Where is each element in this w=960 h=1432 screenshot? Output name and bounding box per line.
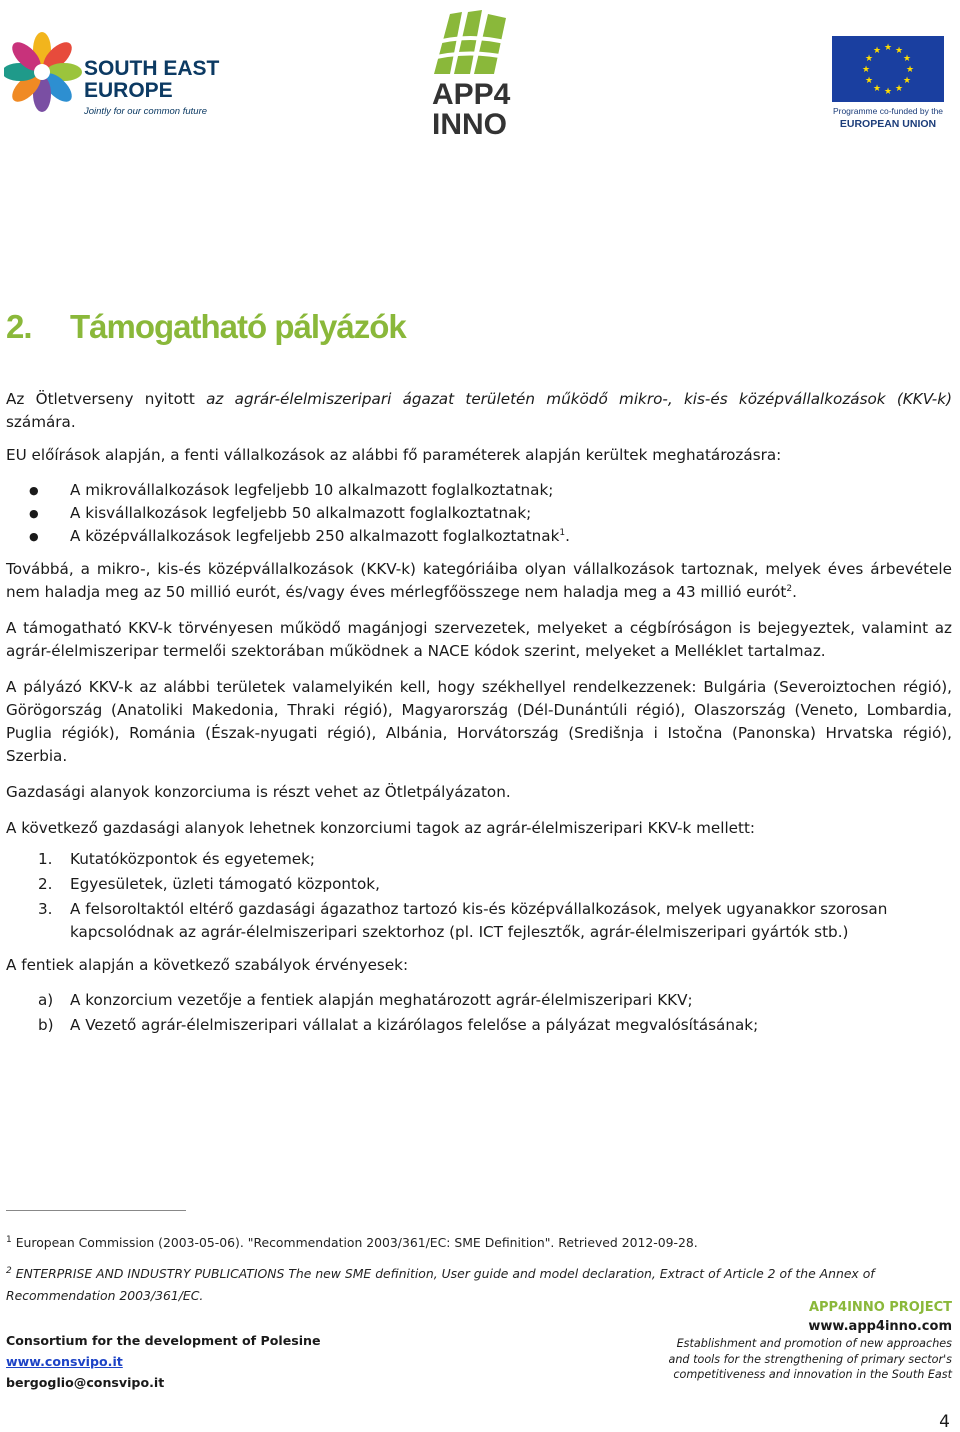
paragraph-rules: A fentiek alapján a következő szabályok érvényesek: <box>6 956 409 974</box>
paragraph-eu-rules: EU előírások alapján, a fenti vállalkozások az alábbi fő paraméterek alapján kerültek meghatározásra: <box>6 446 782 464</box>
svg-text:★: ★ <box>883 87 893 97</box>
footnote-text: European Commission (2003-05-06). "Recommendation 2003/361/EC: SME Definition". Retrieved 2012-09-28. <box>15 1235 698 1250</box>
svg-text:★: ★ <box>902 76 912 86</box>
section-heading <box>6 308 406 346</box>
svg-text:★: ★ <box>864 76 874 86</box>
thresholds-text: Továbbá, a mikro-, kis-és középvállalkozások (KKV-k) kategóriáiba olyan vállalkozások tartoznak, melyek éves árbevétele nem haladja meg az 50 millió eurót, és/vagy éves mérlegfőösszege nem haladja meg a 43 millió eurót <box>6 560 952 601</box>
list-item-text: A konzorcium vezetője a fentiek alapján meghatározott agrár-élelmiszeripari KKV; <box>70 991 693 1009</box>
flower-icon <box>4 26 84 122</box>
list-item-text: A középvállalkozások legfeljebb 250 alkalmazott foglalkoztatnak <box>70 527 560 545</box>
eu-logo <box>832 36 944 136</box>
logo-text-line2: EUROPE <box>84 79 173 102</box>
list-item-text: A mikrovállalkozások legfeljebb 10 alkalmazott foglalkoztatnak; <box>70 481 554 499</box>
svg-text:★: ★ <box>894 84 904 94</box>
list-item <box>6 898 952 944</box>
list-item-text: A felsoroltaktól eltérő gazdasági ágazathoz tartozó kis-és középvállalkozások, melyek ugyanakkor szorosan kapcsolódnak az agrár-élelmiszeripari szektorhoz (pl. ICT fejlesztők, agrár-élelmiszeripari gyártók stb.) <box>70 900 888 941</box>
eu-caption-line1: Programme co-funded by the <box>832 106 944 116</box>
paragraph-thresholds <box>6 558 952 604</box>
svg-text:★: ★ <box>864 54 874 64</box>
list-marker: 2. <box>38 875 53 893</box>
page-number: 4 <box>939 1412 950 1432</box>
footnote <box>6 1232 952 1254</box>
consortium-contact <box>6 1330 321 1393</box>
consortium-email[interactable]: bergoglio@consvipo.it <box>6 1375 165 1390</box>
list-item-text: Kutatóközpontok és egyetemek; <box>70 850 316 868</box>
list-item <box>6 848 952 871</box>
section-number: 2. <box>6 308 32 345</box>
app4inno-logo <box>420 4 520 144</box>
footnote-divider <box>6 1210 186 1211</box>
paragraph-intro <box>6 388 952 434</box>
document-body <box>6 388 952 1039</box>
logo-app-line1: APP4 <box>432 78 511 111</box>
list-item <box>6 502 952 525</box>
thresholds-punct: . <box>792 583 797 601</box>
project-desc-line3: competitiveness and innovation in the South East <box>673 1368 952 1381</box>
footnote-number: 1 <box>6 1234 12 1245</box>
project-desc-line1: Establishment and promotion of new approaches <box>676 1337 952 1350</box>
eu-caption-line2: EUROPEAN UNION <box>839 118 937 130</box>
footnotes <box>6 1232 952 1307</box>
list-item <box>6 1014 952 1037</box>
list-item-punct: . <box>565 527 570 545</box>
list-marker: b) <box>38 1016 54 1034</box>
footnote-number: 2 <box>6 1265 12 1276</box>
svg-text:★: ★ <box>883 43 893 53</box>
section-title: Támogatható pályázók <box>70 308 406 345</box>
logo-tagline: Jointly for our common future <box>84 106 208 117</box>
south-east-europe-logo <box>4 26 234 122</box>
list-item <box>6 479 952 502</box>
list-marker: 1. <box>38 850 53 868</box>
list-item-text: A kisvállalkozások legfeljebb 50 alkalmazott foglalkoztatnak; <box>70 504 532 522</box>
svg-text:★: ★ <box>872 46 882 56</box>
list-marker: a) <box>38 991 54 1009</box>
paragraph-consortium: Gazdasági alanyok konzorciuma is részt vehet az Ötletpályázaton. <box>6 783 511 801</box>
project-url[interactable]: www.app4inno.com <box>808 1319 952 1334</box>
list-item-text: A Vezető agrár-élelmiszeripari vállalat a kizárólagos felelőse a pályázat megvalósításának; <box>70 1016 759 1034</box>
numbered-list <box>6 848 952 944</box>
logo-text-line1: SOUTH EAST <box>84 57 220 80</box>
project-desc-line2: and tools for the strengthening of primary sector's <box>668 1352 952 1366</box>
svg-text:★: ★ <box>902 54 912 64</box>
footnote-ref: 2 <box>786 583 793 594</box>
list-item <box>6 989 952 1012</box>
field-icon <box>420 4 520 82</box>
project-info <box>668 1298 952 1383</box>
intro-text: Az Ötletverseny nyitott <box>6 390 207 408</box>
bullet-list <box>6 479 952 548</box>
footnote-text: ENTERPRISE AND INDUSTRY PUBLICATIONS The new SME definition, User guide and model declaration, Extract of Article 2 of the Annex of Recommendation 2003/361/EC. <box>6 1266 875 1303</box>
paragraph-eligible: A támogatható KKV-k törvényesen működő magánjogi szervezetek, melyeket a cégbíróságon is bejegyeztek, valamint az agrár-élelmiszeripar termelői szektorában működnek a NACE kódok szerint, melyeket a Melléklet tartalmaz. <box>6 619 952 660</box>
list-item-text: Egyesületek, üzleti támogató központok, <box>70 875 380 893</box>
svg-text:★: ★ <box>861 65 871 75</box>
consortium-website-link[interactable]: www.consvipo.it <box>6 1354 123 1369</box>
lettered-list <box>6 989 952 1037</box>
project-title: APP4INNO PROJECT <box>808 1300 952 1315</box>
svg-text:★: ★ <box>872 84 882 94</box>
paragraph-members: A következő gazdasági alanyok lehetnek konzorciumi tagok az agrár-élelmiszeripari KKV-k mellett: <box>6 819 756 837</box>
consortium-name: Consortium for the development of Polesine <box>6 1333 321 1348</box>
eu-flag-icon <box>832 36 944 102</box>
list-marker: 3. <box>38 900 53 918</box>
logo-app-line2: INNO <box>432 108 507 141</box>
intro-italic: az agrár-élelmiszeripari ágazat területén működő mikro-, kis-és középvállalkozások (KKV-k) <box>206 390 952 408</box>
list-item <box>6 873 952 896</box>
paragraph-regions: A pályázó KKV-k az alábbi területek valamelyikén kell, hogy székhellyel rendelkezzenek: Bulgária (Severoiztochen régió), Görögország (Anatoliki Makedonia, Thraki régió), Magyarország (Dél-Dunántúli régió), Olaszország (Veneto, Lombardia, Puglia régiók), Románia (Észak-nyugati régió), Albánia, Horvátország (Središnja i Istočna (Panonska) Hrvatska régió), Szerbia. <box>6 678 952 765</box>
footnote-ref: 1 <box>559 527 566 538</box>
svg-text:★: ★ <box>905 65 915 75</box>
intro-text-end: számára. <box>6 413 76 431</box>
list-item <box>6 525 952 548</box>
svg-text:★: ★ <box>894 46 904 56</box>
